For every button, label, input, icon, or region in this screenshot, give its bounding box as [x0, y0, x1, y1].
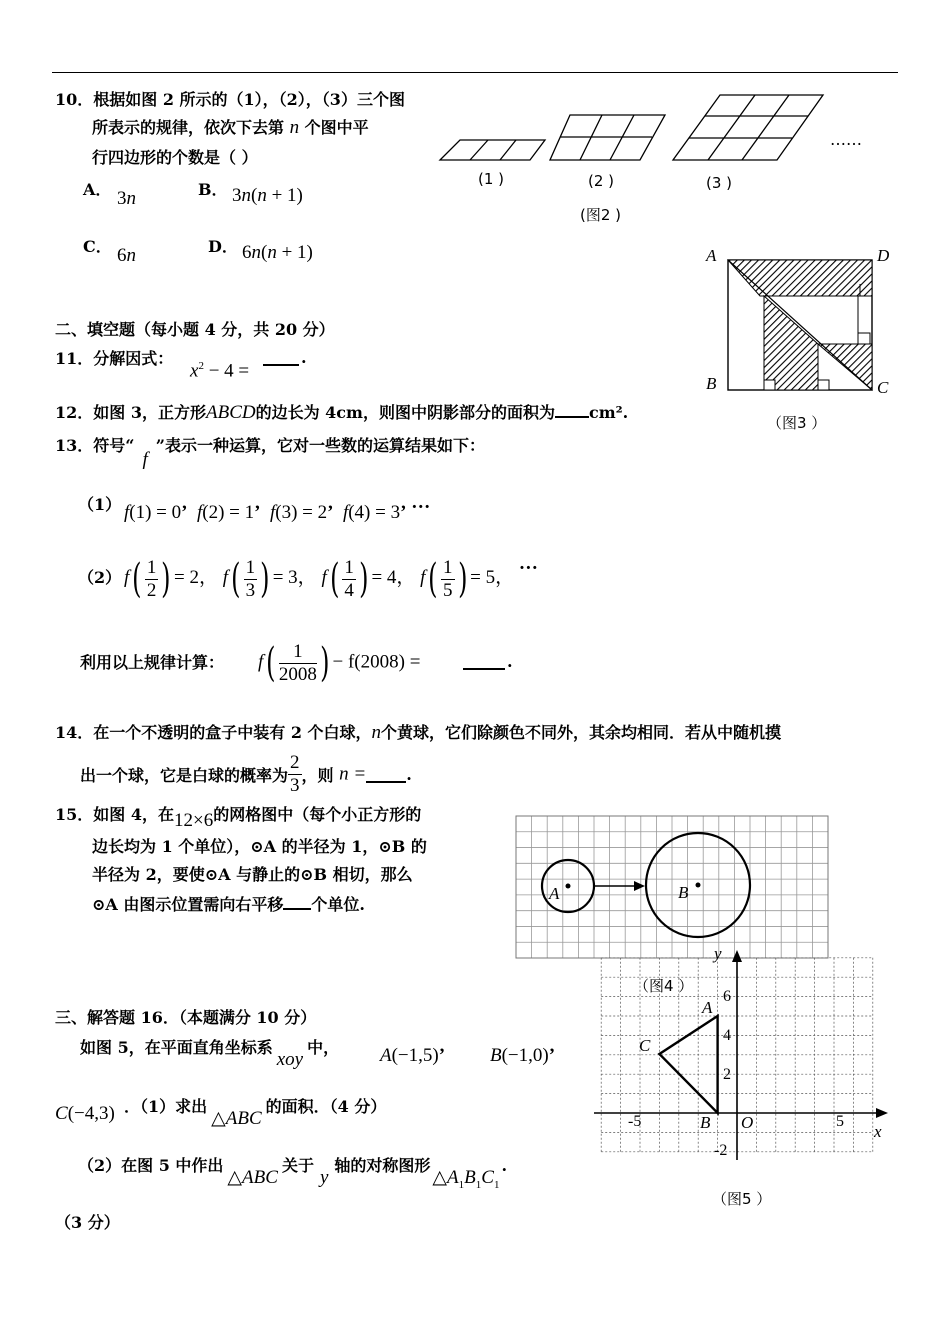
q10-option-c: 6n [117, 245, 136, 266]
q13-calc-expr: f( $\frac{1}{2008}$ ) − f(2008) = [258, 640, 421, 686]
q10-option-d-label: D． [208, 237, 238, 256]
q13-part2-item-2: f( $\frac{1}{3}$ ) = 3， [222, 556, 317, 602]
q12-answer-blank[interactable] [555, 402, 589, 418]
q11-period: . [301, 348, 307, 367]
fig5-x-axis-label: x [874, 1122, 882, 1141]
fig3-label-b: B [706, 374, 717, 393]
q10-line1: 10．根据如图 2 所示的（1），（2），（3）三个图 [55, 90, 405, 109]
q16-line3: （2）在图 5 中作出△ABC关于y轴的对称图形$\triangle A_1B_1C_1$. [78, 1156, 508, 1191]
fig2-label-2: (2 ) [588, 172, 615, 190]
q10-option-b-label: B． [198, 180, 228, 199]
q10-option-b: 3n(n + 1) [232, 185, 303, 206]
fig4-caption: （图4 ） [634, 977, 694, 995]
fig5-tick-neg2: -2 [714, 1142, 728, 1159]
fig5-tick-neg5: -5 [628, 1113, 642, 1130]
fig3-caption: （图3 ） [767, 414, 827, 432]
q10-line2: 所表示的规律，依次下去第 n 个图中平 [92, 117, 369, 138]
q16-point-a: A(−1,5)’ [380, 1045, 446, 1066]
q15-answer-blank[interactable] [283, 894, 311, 910]
q10-option-a: 3n [117, 188, 136, 209]
q10-option-c-label: C． [83, 237, 112, 256]
fig4-label-b: B [678, 883, 689, 902]
q13-part1-expr: f(1) = 0’ f(2) = 1’ f(3) = 2’ f(4) = 3’ … [124, 492, 431, 523]
fig5-tick-2: 2 [723, 1066, 731, 1083]
section-3-heading: 三、解答题 16．（本题满分 10 分） [55, 1008, 317, 1027]
q13-part2-item-1: f( $\frac{1}{2}$ ) = 2， [124, 556, 218, 602]
q14-answer-blank[interactable] [366, 767, 406, 783]
q13-answer-blank[interactable] [463, 654, 505, 670]
fig5-y-axis-label: y [714, 944, 722, 963]
q10-line3: 行四边形的个数是（ ） [92, 148, 258, 167]
q14-line2: 出一个球，它是白球的概率为 $\frac{2}{3}$ ，则 n = . [80, 752, 412, 796]
q11-expr: $x^2 - 4$ = [190, 360, 250, 382]
section-2-heading: 二、填空题（每小题 4 分，共 20 分） [55, 320, 335, 339]
figure-4-grid [515, 812, 831, 960]
fig3-label-a: A [706, 246, 717, 265]
fig5-origin-label: O [741, 1113, 754, 1132]
top-rule [52, 72, 898, 73]
q16-line2: ．（1）求出△ABC的面积．（4 分） [124, 1097, 387, 1129]
fig5-tick-6: 6 [723, 988, 731, 1005]
q13-part2-item-3: f( $\frac{1}{4}$ ) = 4， [321, 556, 416, 602]
q15-line3: 半径为 2，要使⊙A 与静止的⊙B 相切，那么 [92, 865, 413, 884]
q13-line1: 13．符号“f”表示一种运算，它对一些数的运算结果如下： [55, 436, 485, 470]
q13-period: . [507, 652, 513, 671]
q15-line1: 15．如图 4，在12×6的网格图中（每个小正方形的 [55, 805, 422, 831]
fig2-label-1: (1 ) [478, 170, 505, 188]
fig2-ellipsis: …… [830, 130, 862, 149]
figure-3-square [700, 240, 900, 405]
q11-prefix: 11．分解因式： [55, 349, 174, 368]
fig5-label-a: A [702, 998, 713, 1017]
q13-part2-item-4: f( $\frac{1}{5}$ ) = 5， [420, 556, 515, 602]
fig5-label-b: B [700, 1113, 711, 1132]
fig4-label-a: A [549, 884, 560, 903]
fig2-caption: (图2 ) [580, 206, 622, 224]
q13-part2-expr: f( $\frac{1}{2}$ ) = 2， f( $\frac{1}{3}$ ) = 3， f( $\frac{1}{4}$ ) = 4， f( $\frac{1}{5}$ ) = 5， … [124, 553, 538, 602]
fig5-caption: （图5 ） [712, 1190, 772, 1208]
q13-part1-label: （1） [78, 495, 122, 514]
fig5-label-c: C [639, 1036, 651, 1055]
q15-line4: ⊙A 由图示位置需向右平移 个单位. [92, 895, 365, 914]
q11-answer-blank[interactable] [263, 350, 299, 366]
q13-part2-label: （2） [78, 568, 122, 587]
q10-option-d: 6n(n + 1) [242, 242, 313, 263]
q13-calc-prefix: 利用以上规律计算： [80, 653, 225, 672]
fig3-label-d: D [877, 246, 890, 265]
q15-line2: 边长均为 1 个单位），⊙A 的半径为 1，⊙B 的 [92, 837, 427, 856]
q16-line1: 如图 5，在平面直角坐标系xoy中， [80, 1038, 340, 1070]
fig2-label-3: (3 ) [706, 174, 733, 192]
fig5-tick-5: 5 [836, 1113, 844, 1130]
q16-point-b: B(−1,0)’ [490, 1045, 556, 1066]
q12-line: 12．如图 3，正方形ABCD的边长为 4cm，则图中阴影部分的面积为 cm². [55, 402, 629, 423]
fig5-tick-4: 4 [723, 1027, 731, 1044]
q10-option-a-label: A． [83, 180, 112, 199]
q16-line4: （3 分） [55, 1213, 120, 1232]
figure-2-parallelograms [430, 85, 890, 230]
q16-point-c: C(−4,3) [55, 1103, 115, 1124]
fig3-label-c: C [877, 378, 889, 397]
q14-line1: 14．在一个不透明的盒子中装有 2 个白球，n个黄球，它们除颜色不同外，其余均相同．若从中随机摸 [55, 722, 782, 743]
